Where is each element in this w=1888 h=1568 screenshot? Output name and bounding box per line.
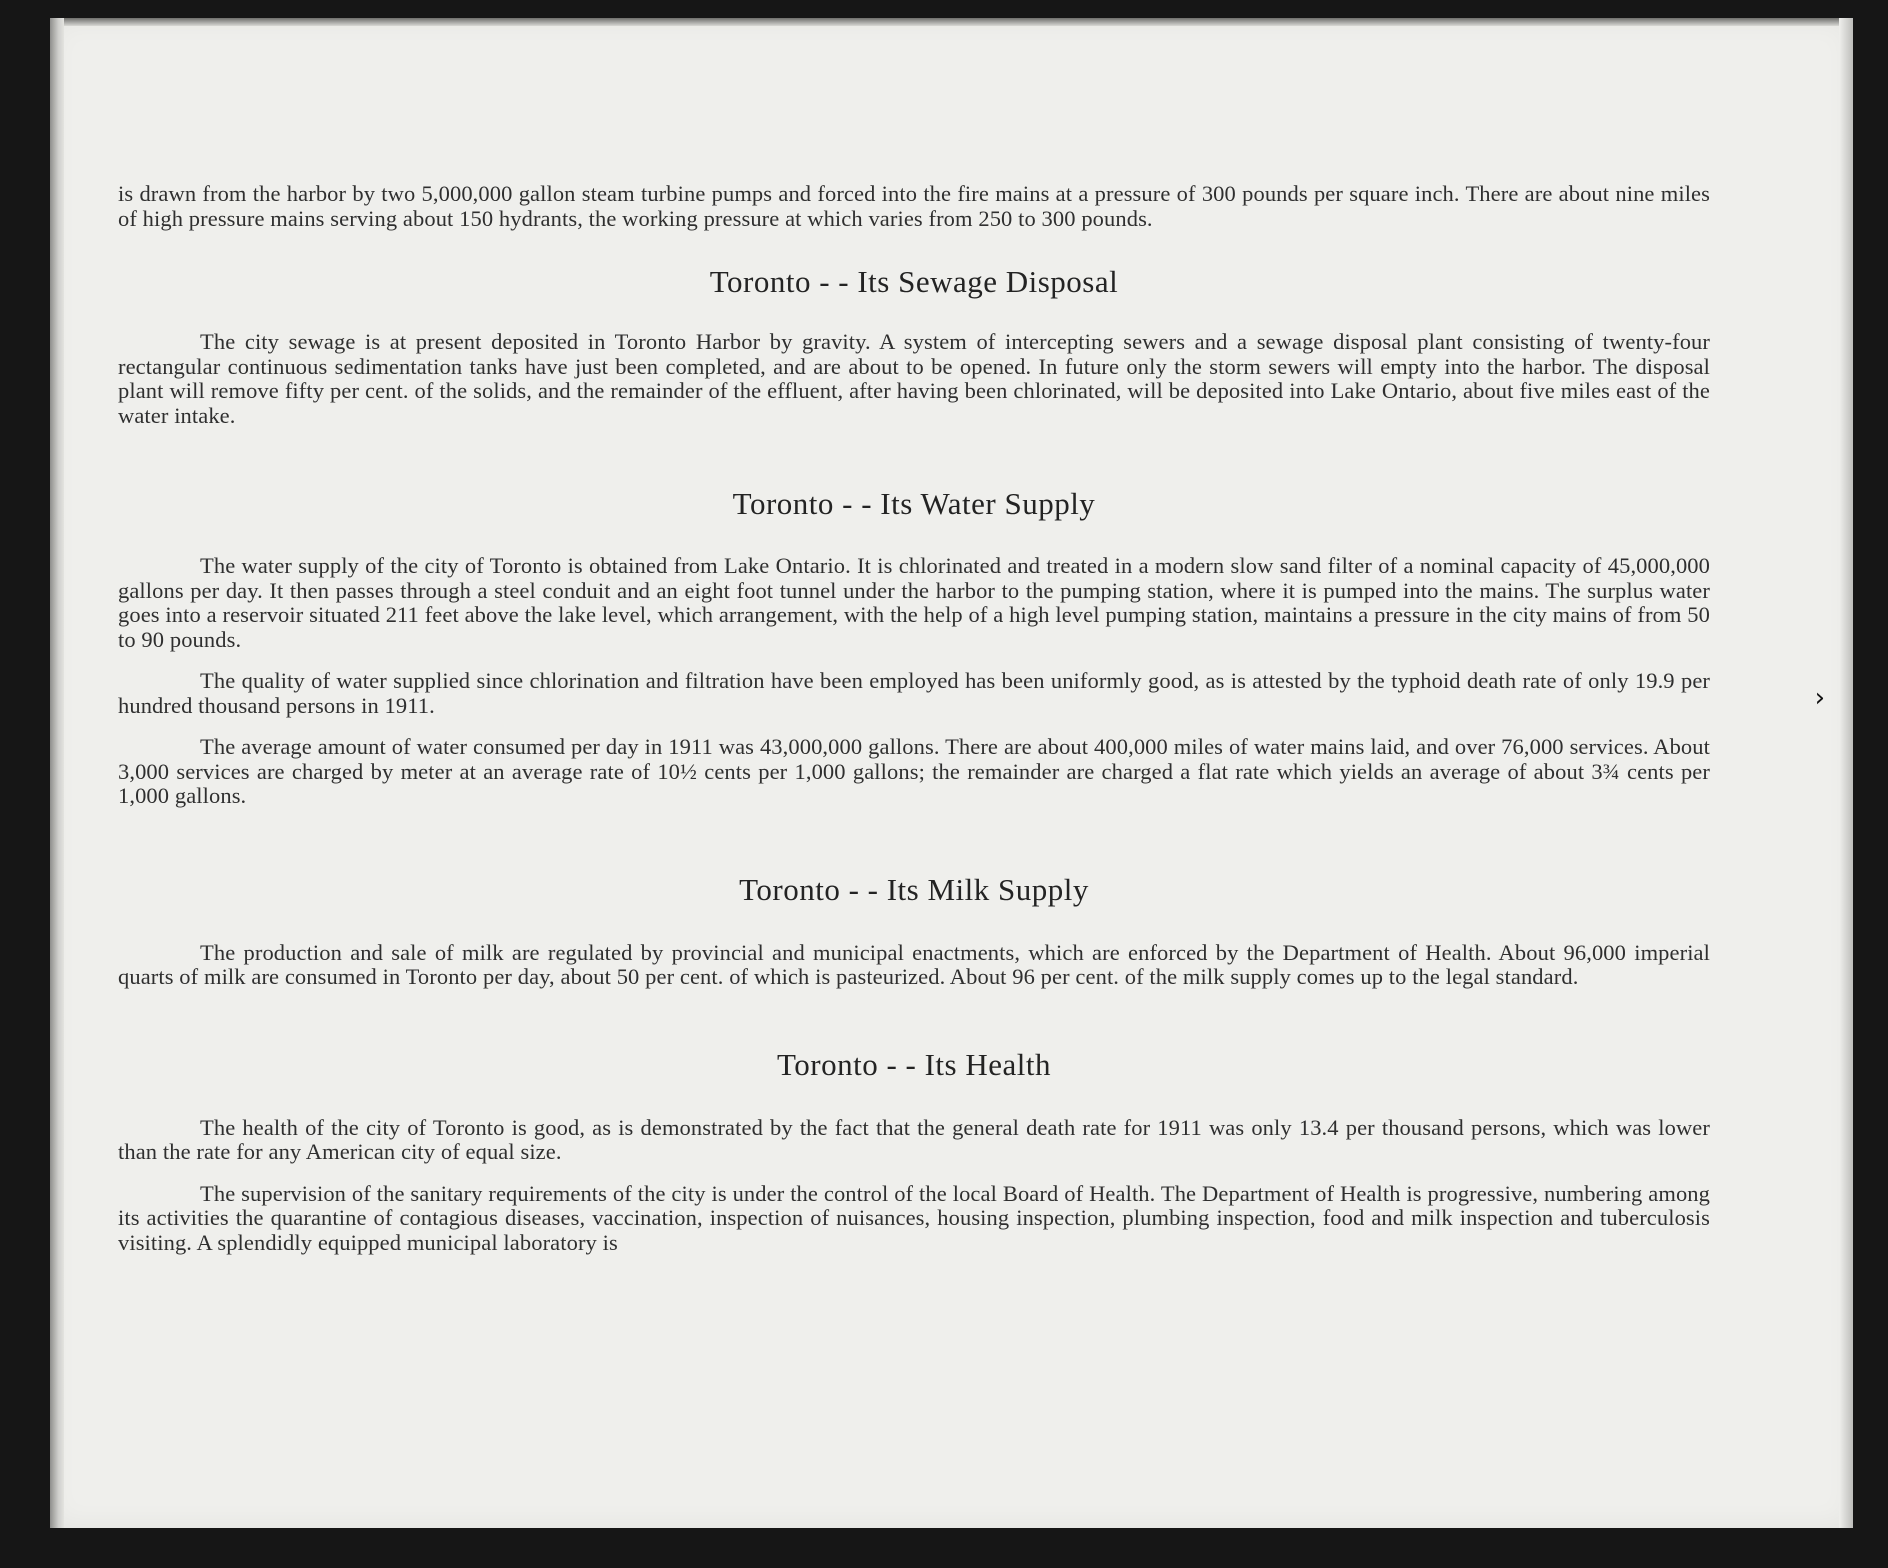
health-heading: Toronto - - Its Health — [777, 1046, 1051, 1082]
sewage-paragraph: The city sewage is at present deposited in Toronto Harbor by gravity. A system of intercepting sewers and a sewage disposal plant consisting of twenty-four rectangular continuous sedimentation tanks have just been completed, and are about to be opened. In future only the storm sewers will empty into the harbor. The disposal plant will remove fifty per cent. of the solids, and the remainder of the effluent, after having been chlorinated, will be deposited into Lake Ontario, about five miles east of the water intake. — [118, 329, 1710, 428]
water-paragraph-2: The quality of water supplied since chlorination and filtration have been employed has been uniformly good, as is attested by the typhoid death rate of only 19.9 per hundred thousand persons in 1911. — [118, 668, 1710, 718]
health-paragraph-2: The supervision of the sanitary requirements of the city is under the control of the local Board of Health. The Department of Health is progressive, numbering among its activities the quarantine of contagious diseases, vaccination, inspection of nuisances, housing inspection, plumbing inspection, food and milk inspection and tuberculosis visiting. A splendidly equipped municipal laboratory is — [118, 1180, 1710, 1255]
document-body — [118, 182, 1710, 1255]
sewage-disposal-heading: Toronto - - Its Sewage Disposal — [709, 264, 1119, 299]
health-paragraph-1: The health of the city of Toronto is good, as is demonstrated by the fact that the general death rate for 1911 was only 13.4 per thousand persons, which was lower than the rate for any American city of equal size. — [118, 1114, 1710, 1164]
milk-supply-heading: Toronto - - Its Milk Supply — [739, 871, 1089, 907]
water-paragraph-3: The average amount of water consumed per day in 1911 was 43,000,000 gallons. There are about 400,000 miles of water mains laid, and over 76,000 services. About 3,000 services are charged by meter at an average rate of 10½ cents per 1,000 gallons; the remainder are charged a flat rate which yields an average of about 3¾ cents per 1,000 gallons. — [118, 734, 1710, 808]
page-top-edge — [50, 18, 1853, 26]
document-page — [50, 18, 1853, 1528]
intro-paragraph: is drawn from the harbor by two 5,000,000 gallon steam turbine pumps and forced into the fire mains at a pressure of 300 pounds per square inch. There are about nine miles of high pressure mains serving about 150 hydrants, the working pressure at which varies from 250 to 300 pounds. — [118, 181, 1710, 231]
water-paragraph-1: The water supply of the city of Toronto is obtained from Lake Ontario. It is chlorinated and treated in a modern slow sand filter of a nominal capacity of 45,000,000 gallons per day. It then passes through a steel conduit and an eight foot tunnel under the harbor to the pumping station, where it is pumped into the mains. The surplus water goes into a reservoir situated 211 feet above the lake level, which arrangement, with the help of a high level pumping station, maintains a pressure in the city mains of from 50 to 90 pounds. — [118, 553, 1710, 652]
milk-paragraph: The production and sale of milk are regulated by provincial and municipal enactments, which are enforced by the Department of Health. About 96,000 imperial quarts of milk are consumed in Toronto per day, about 50 per cent. of which is pasteurized. About 96 per cent. of the milk supply comes up to the legal standard. — [118, 939, 1710, 989]
page-right-edge — [1839, 18, 1853, 1528]
water-supply-heading: Toronto - - Its Water Supply — [732, 486, 1096, 521]
margin-mark-icon: › — [1814, 683, 1825, 713]
page-binding-edge — [50, 18, 64, 1528]
